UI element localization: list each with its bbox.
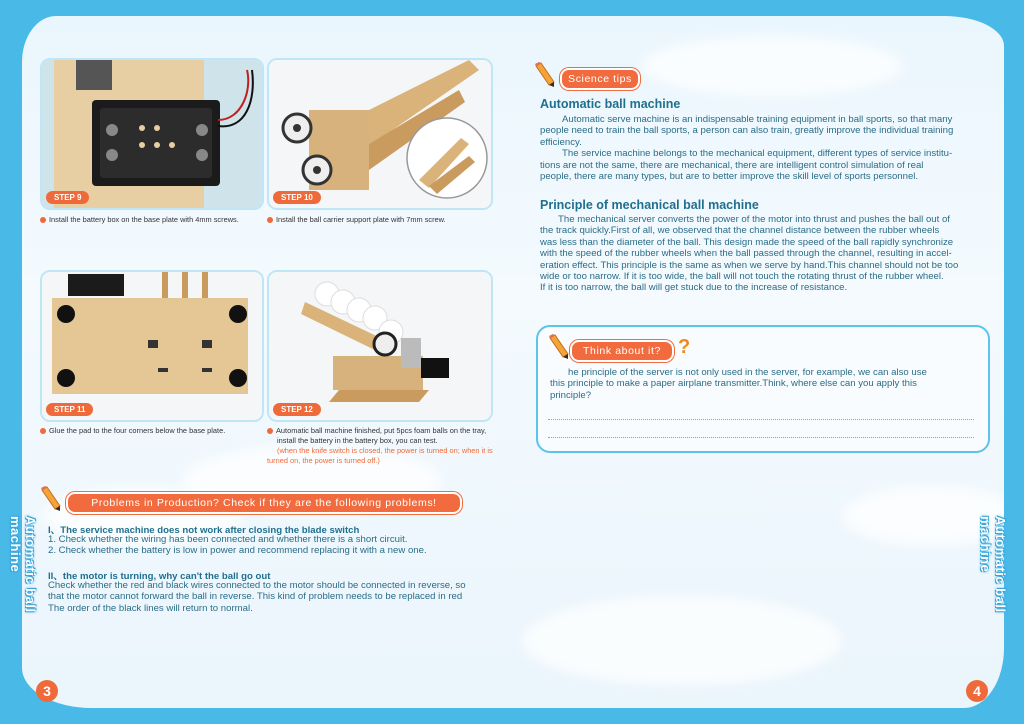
step12-caption: Automatic ball machine finished, put 5pcs foam balls on the tray, install the battery in the battery box, you can test. (when the knife switch is closed, the power is turned on; when it is turned on, the power is turned off.) xyxy=(267,426,493,465)
step-badge: STEP 11 xyxy=(46,403,93,416)
step-badge: STEP 9 xyxy=(46,191,89,204)
question-mark-icon: ? xyxy=(678,336,691,358)
think-text: he principle of the server is not only used in the server, for example, we can also use this principle to make a paper airplane transmitter.Think, where else can you apply this principle? xyxy=(550,367,927,401)
step11-photo xyxy=(40,270,264,422)
problem1-heading: I、The service machine does not work after closing the blade switch xyxy=(48,525,360,536)
step-badge: STEP 12 xyxy=(273,403,321,416)
bullet-dot xyxy=(267,217,273,223)
step12-photo xyxy=(267,270,493,422)
think-banner: Think about it? xyxy=(570,340,674,362)
cloud-decoration xyxy=(642,36,902,96)
step10-photo xyxy=(267,58,493,210)
section2-heading: Principle of mechanical ball machine xyxy=(540,198,759,212)
pencil-icon xyxy=(532,62,556,88)
section1-text: Automatic serve machine is an indispensable training equipment in ball sports, so that many people need to train the ball sports, a person can also train, greatly improve the individual training efficiency. The service machine belongs to the mechanical equipment, different types of service institu- tions are not the same, there are mechanical, there are intelligent control simulation of real people, there are many types, but are to better improve the skill level of sports personnel. xyxy=(540,114,954,183)
answer-line[interactable] xyxy=(548,419,974,420)
answer-line[interactable] xyxy=(548,437,974,438)
problem1-text: 1. Check whether the wiring has been connected and whether there is a short circuit. 2. Check whether the battery is low in power and recommend replacing it with a new one. xyxy=(48,534,427,557)
pencil-icon xyxy=(38,486,62,512)
section2-text: The mechanical server converts the power of the motor into thrust and pushes the ball out of the track quickly.First of all, we observed that the channel distance between the rubber wheels was less than the diameter of the ball. This design made the speed of the ball rapidly synchronize with the speed of the rubber wheels when the ball passed through the channel, resulting in accel- eration effect. This principle is the same as when we serve by hand.This channel should not be too wide or too narrow. If it is too wide, the ball will not touch the rotating thrust of the rubber wheel. If it is too narrow, the ball will get stuck due to the increase of resistance. xyxy=(540,214,959,294)
cloud-decoration xyxy=(522,596,842,686)
section1-heading: Automatic ball machine xyxy=(540,97,681,111)
step10-caption: Install the ball carrier support plate with 7mm screw. xyxy=(267,215,497,225)
pencil-icon xyxy=(546,334,570,360)
problems-banner: Problems in Production? Check if they are the following problems! xyxy=(66,492,462,514)
bullet-dot xyxy=(40,217,46,223)
page-number-left: 3 xyxy=(36,680,58,702)
problem2-text: Check whether the red and black wires connected to the motor should be connected in reverse, so that the motor cannot forward the ball in reverse. This kind of problem needs to be replaced in red The order of the black lines will return to normal. xyxy=(48,580,466,614)
bullet-dot xyxy=(267,428,273,434)
problem2-heading: II、the motor is turning, why can't the ball go out xyxy=(48,571,271,582)
step-badge: STEP 10 xyxy=(273,191,321,204)
step11-caption: Glue the pad to the four corners below the base plate. xyxy=(40,426,262,436)
spine-title-left: Automatic ball machine xyxy=(8,516,38,613)
science-tips-banner: Science tips xyxy=(560,68,640,90)
bullet-dot xyxy=(40,428,46,434)
step9-photo xyxy=(40,58,264,210)
spine-title-right: Automatic ball machine xyxy=(978,516,1008,613)
page-number-right: 4 xyxy=(966,680,988,702)
step9-caption: Install the battery box on the base plate with 4mm screws. xyxy=(40,215,262,225)
